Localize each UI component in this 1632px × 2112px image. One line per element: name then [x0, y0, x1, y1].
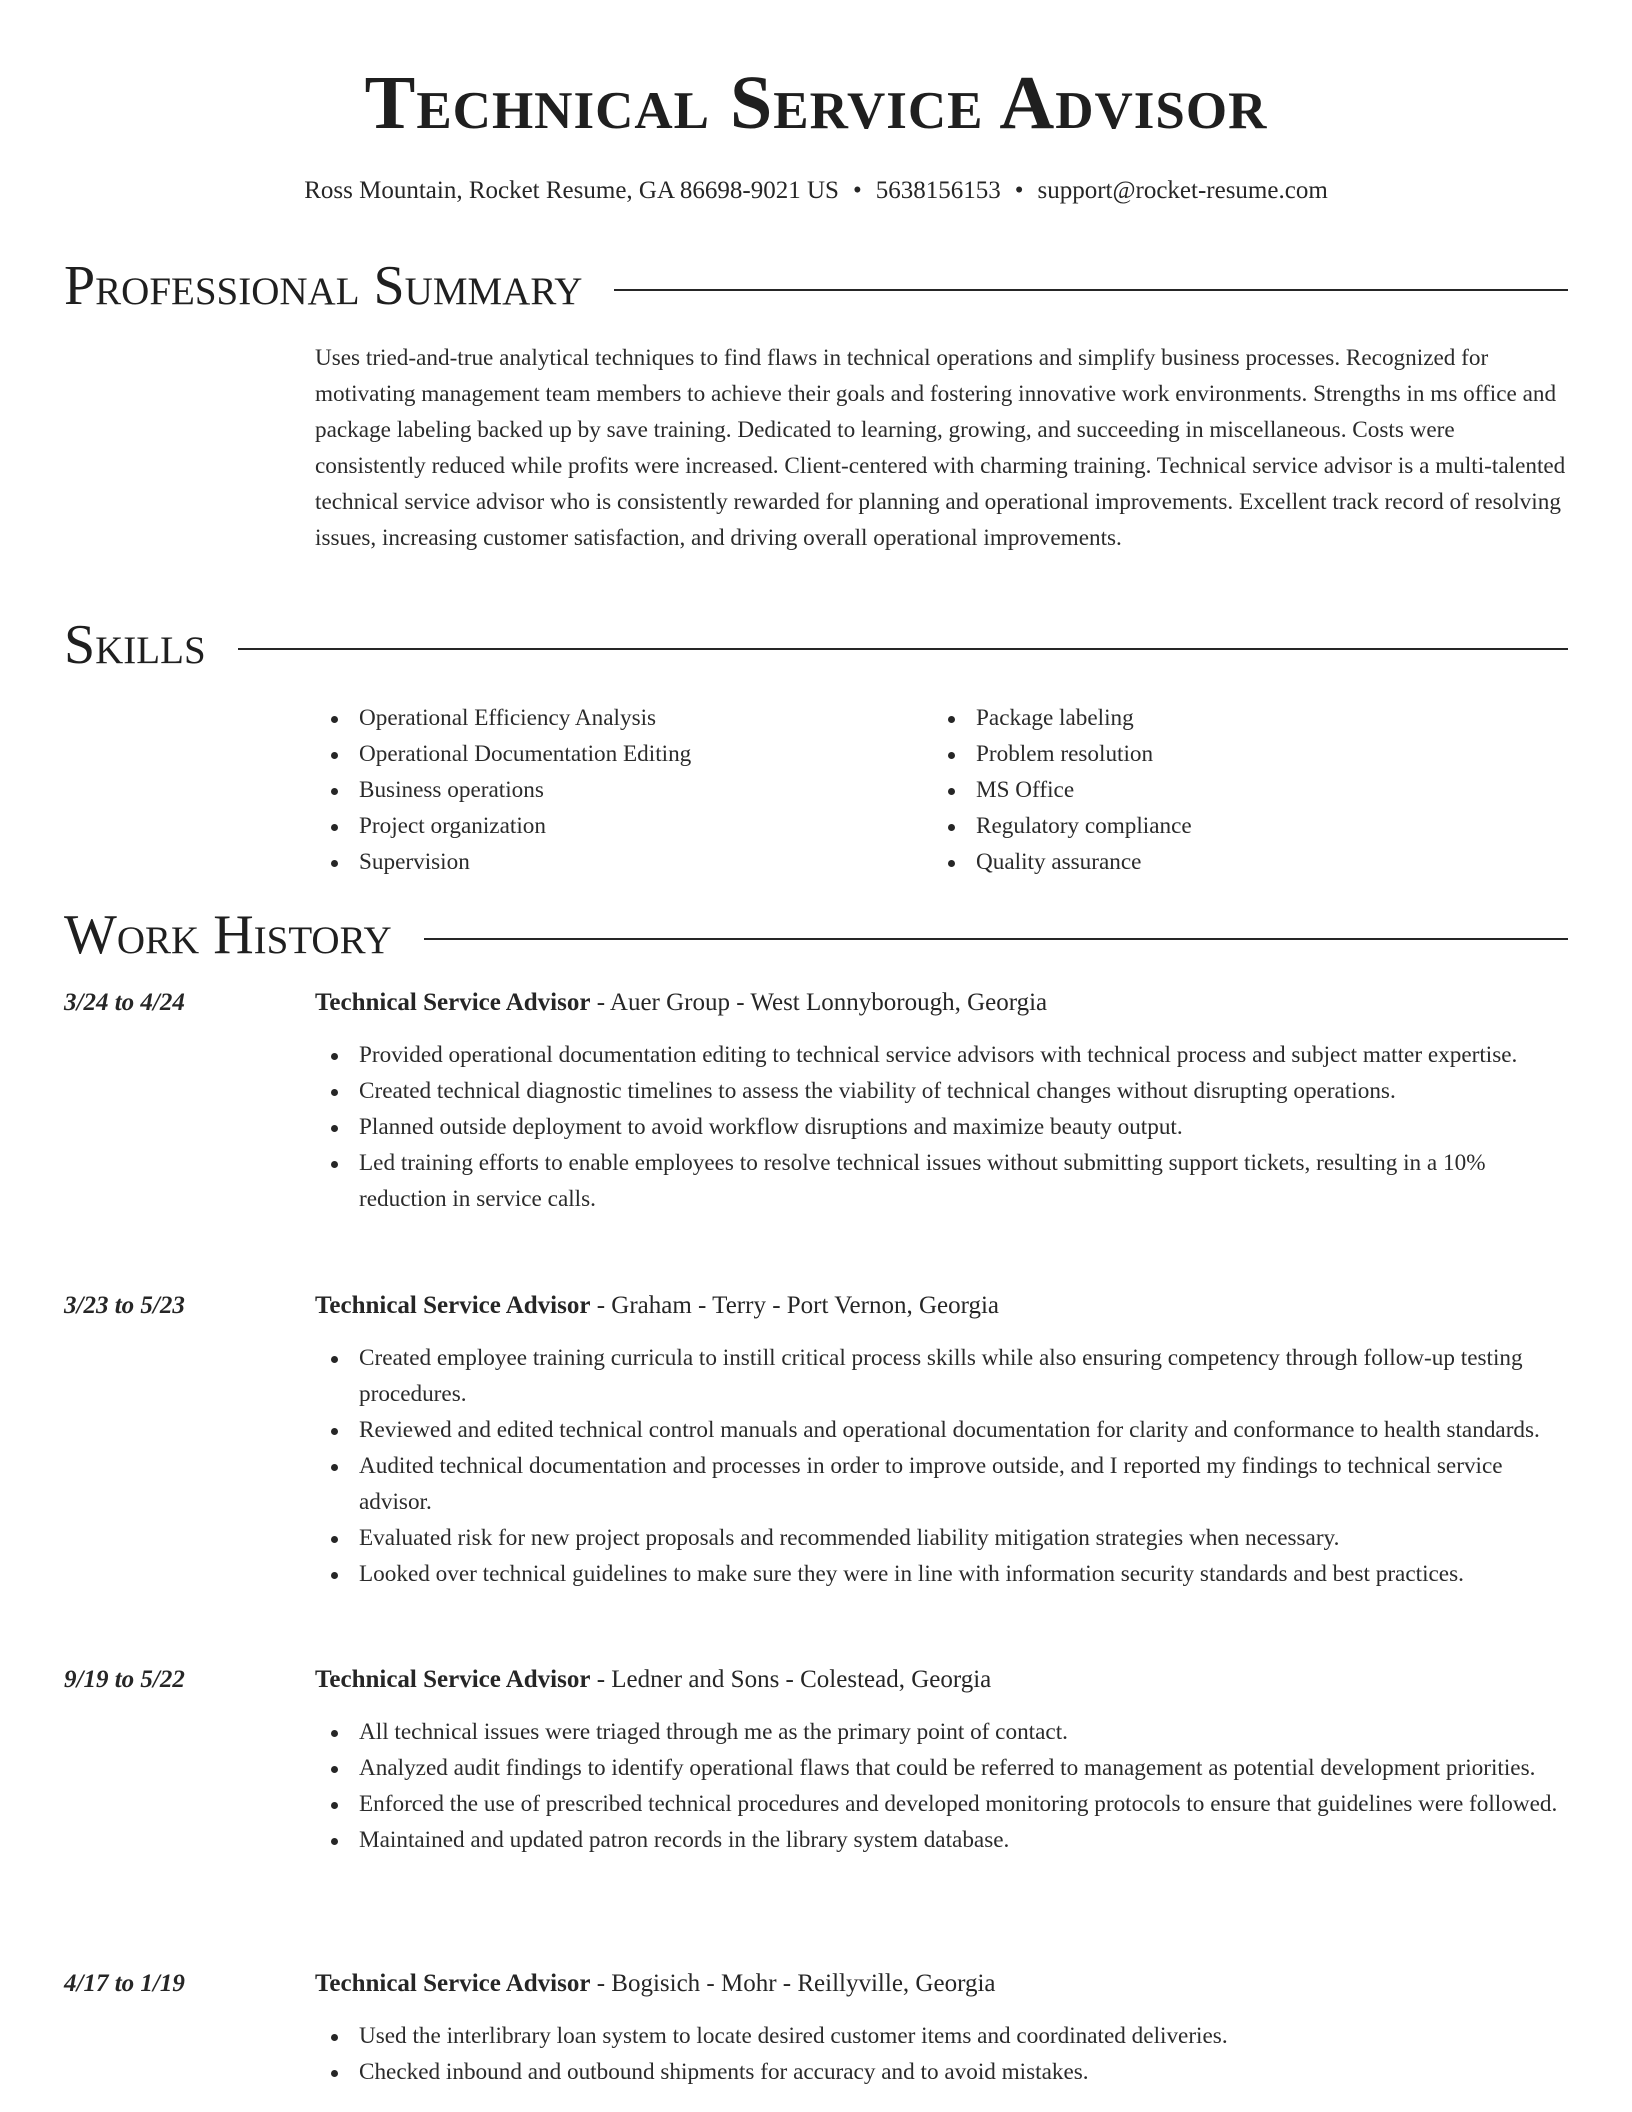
- job-bullets: [315, 2018, 1568, 2090]
- skill-item: Operational Efficiency Analysis: [315, 700, 932, 736]
- job-bullet: All technical issues were triaged through me as the primary point of contact.: [315, 1714, 1568, 1750]
- job-bullet: Provided operational documentation editing to technical service advisors with technical process and subject matter expertise.: [315, 1037, 1568, 1073]
- job-bullet: Evaluated risk for new project proposals and recommended liability mitigation strategies when necessary.: [315, 1520, 1568, 1556]
- job-title: Technical Service Advisor: [315, 1970, 591, 1997]
- skills-column-left: [315, 700, 932, 880]
- skill-item: Project organization: [315, 808, 932, 844]
- skills-list: [315, 700, 1568, 880]
- phone: 5638156153: [875, 177, 1001, 204]
- job-bullet: Used the interlibrary loan system to locate desired customer items and coordinated deliveries.: [315, 2018, 1568, 2054]
- job-bullet: Enforced the use of prescribed technical procedures and developed monitoring protocols to ensure that guidelines were followed.: [315, 1786, 1568, 1822]
- job-employer: - Bogisich - Mohr - Reillyville, Georgia: [590, 1970, 996, 1997]
- separator-dot: •: [1014, 177, 1024, 204]
- job-bullet: Reviewed and edited technical control manuals and operational documentation for clarity and conformance to health standards.: [315, 1412, 1568, 1448]
- skill-item: Quality assurance: [932, 844, 1549, 880]
- job-dates: 3/23 to 5/23: [64, 1292, 185, 1319]
- job-bullet: Created technical diagnostic timelines to assess the viability of technical changes without disrupting operations.: [315, 1073, 1568, 1109]
- job-bullet: Created employee training curricula to instill critical process skills while also ensuring competency through follow-up testing procedures.: [315, 1340, 1568, 1412]
- job-bullets: [315, 1714, 1568, 1858]
- job-bullet: Analyzed audit findings to identify operational flaws that could be referred to management as potential development priorities.: [315, 1750, 1568, 1786]
- job-bullet: Led training efforts to enable employees to resolve technical issues without submitting support tickets, resulting in a 10% reduction in service calls.: [315, 1145, 1568, 1217]
- address: Ross Mountain, Rocket Resume, GA 86698-9021 US: [304, 177, 839, 204]
- job-title-line: [315, 1288, 1568, 1324]
- summary-text: Uses tried-and-true analytical techniques to find flaws in technical operations and simplify business processes. Recognized for motivating management team members to achieve their goals and fostering innovative work environments. Strengths in ms office and package labeling backed up by save training. Dedicated to learning, growing, and succeeding in miscellaneous. Costs were consistently reduced while profits were increased. Client-centered with charming training. Technical service advisor is a multi-talented technical service advisor who is consistently rewarded for planning and operational improvements. Excellent track record of resolving issues, increasing customer satisfaction, and driving overall operational improvements.: [315, 345, 1566, 551]
- job-employer: - Ledner and Sons - Colestead, Georgia: [590, 1666, 992, 1693]
- skill-item: Regulatory compliance: [932, 808, 1549, 844]
- job-dates: 9/19 to 5/22: [64, 1666, 185, 1693]
- summary-section-header: [64, 253, 1568, 319]
- job-title: Technical Service Advisor: [315, 1666, 591, 1693]
- work-section-header: [64, 902, 1568, 968]
- skills-column-right: [932, 700, 1549, 880]
- job-bullet: Looked over technical guidelines to make sure they were in line with information security standards and best practices.: [315, 1556, 1568, 1592]
- section-title: Work History: [64, 904, 392, 966]
- job-dates: 4/17 to 1/19: [64, 1970, 185, 1997]
- job-bullet: Audited technical documentation and processes in order to improve outside, and I reported my findings to technical service advisor.: [315, 1448, 1568, 1520]
- job-bullet: Checked inbound and outbound shipments for accuracy and to avoid mistakes.: [315, 2054, 1568, 2090]
- section-divider: [424, 938, 1568, 940]
- skills-section-header: [64, 612, 1568, 678]
- skill-item: Business operations: [315, 772, 932, 808]
- job-bullet: Maintained and updated patron records in the library system database.: [315, 1822, 1568, 1858]
- job-title-line: [315, 985, 1568, 1021]
- section-divider: [614, 289, 1568, 291]
- job-bullets: [315, 1037, 1568, 1217]
- email-link[interactable]: support@rocket-resume.com: [1037, 177, 1328, 204]
- skill-item: Supervision: [315, 844, 932, 880]
- separator-dot: •: [852, 177, 862, 204]
- job-dates: 3/24 to 4/24: [64, 989, 185, 1016]
- section-title: Skills: [64, 614, 206, 676]
- section-title: Professional Summary: [64, 255, 583, 317]
- skill-item: Operational Documentation Editing: [315, 736, 932, 772]
- candidate-name: Technical Service Advisor: [364, 61, 1268, 145]
- job-employer: - Auer Group - West Lonnyborough, Georgia: [590, 989, 1048, 1016]
- contact-line: [0, 174, 1632, 208]
- job-title-line: [315, 1662, 1568, 1698]
- skill-item: MS Office: [932, 772, 1549, 808]
- skill-item: Problem resolution: [932, 736, 1549, 772]
- skill-item: Package labeling: [932, 700, 1549, 736]
- job-title: Technical Service Advisor: [315, 989, 591, 1016]
- job-title-line: [315, 1966, 1568, 2002]
- job-employer: - Graham - Terry - Port Vernon, Georgia: [590, 1292, 1000, 1319]
- job-bullet: Planned outside deployment to avoid workflow disruptions and maximize beauty output.: [315, 1109, 1568, 1145]
- section-divider: [238, 648, 1568, 650]
- job-bullets: [315, 1340, 1568, 1592]
- job-title: Technical Service Advisor: [315, 1292, 591, 1319]
